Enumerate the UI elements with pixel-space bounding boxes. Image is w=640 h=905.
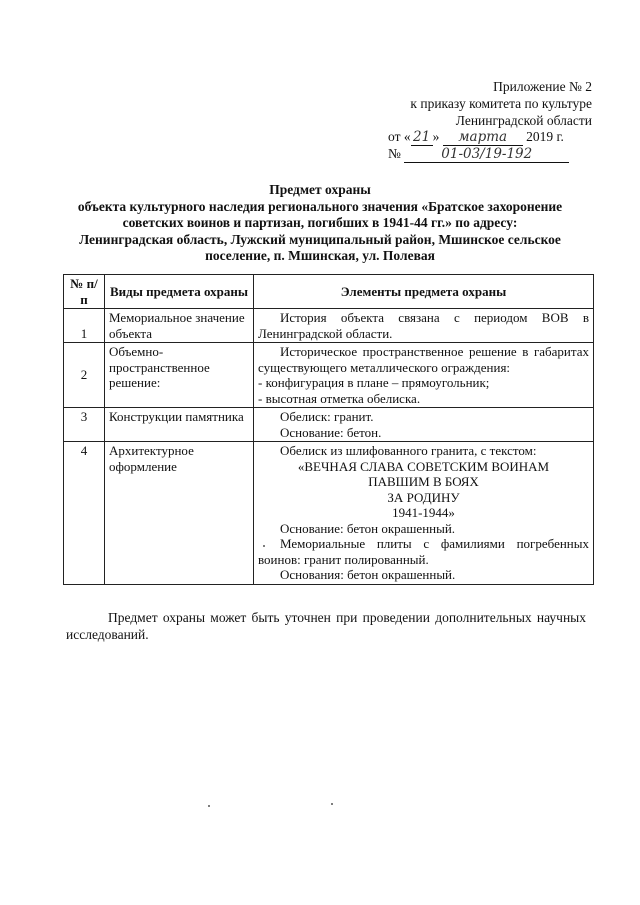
order-date — [388, 129, 564, 146]
header-num: № п/п — [64, 275, 105, 309]
table-row — [64, 309, 594, 343]
inscription-line: «ВЕЧНАЯ СЛАВА СОВЕТСКИМ ВОИНАМ — [297, 458, 550, 474]
table-row — [64, 408, 594, 442]
row-elements — [254, 408, 594, 442]
table-header-row — [64, 275, 594, 309]
appendix-number: Приложение № 2 — [493, 79, 592, 94]
header-elements: Элементы предмета охраны — [254, 275, 594, 309]
scan-speck — [208, 805, 210, 807]
title-line-1: Предмет охраны — [269, 182, 371, 197]
footer-note: Предмет охраны может быть уточнен при проведении дополнительных научных исследований. — [66, 610, 586, 642]
title-line-2: объекта культурного наследия регионального значения «Братское захоронение — [77, 198, 563, 214]
row-type: Объемно-пространственное решение: — [105, 343, 254, 408]
element-line: - конфигурация в плане – прямоугольник; — [258, 375, 490, 390]
element-line: Историческое пространственное решение в габаритах существующего металлического ограждения: — [258, 344, 589, 375]
title-line-3: советских воинов и партизан, погибших в 1941-44 гг.» по адресу: — [122, 215, 518, 230]
protection-table — [63, 274, 594, 585]
element-line: Обелиск из шлифованного гранита, с текстом: — [280, 443, 537, 458]
row-num: 2 — [64, 343, 105, 408]
element-line: История объекта связана с периодом ВОВ в Ленинградской области. — [258, 310, 589, 341]
element-line: - высотная отметка обелиска. — [258, 390, 421, 406]
title-line-5: поселение, п. Мшинская, ул. Полевая — [205, 248, 435, 263]
inscription-line: ЗА РОДИНУ — [387, 489, 460, 505]
date-year: 2019 г. — [526, 129, 564, 144]
appendix-header — [360, 78, 592, 129]
date-mid: » — [432, 129, 440, 144]
scan-speck — [263, 545, 265, 547]
row-type: Конструкции памятника — [105, 408, 254, 442]
region-name: Ленинградской области — [455, 113, 592, 128]
row-num: 1 — [64, 309, 105, 343]
document-title — [40, 182, 600, 265]
row-elements — [254, 442, 594, 585]
row-num: 4 — [64, 442, 105, 585]
table-row — [64, 442, 594, 585]
element-line: Основание: бетон. — [280, 424, 382, 440]
order-number — [388, 146, 569, 163]
element-line: Основание: бетон окрашенный. — [280, 520, 456, 536]
scan-speck — [331, 803, 333, 805]
table-row — [64, 343, 594, 408]
number-prefix: № — [388, 146, 401, 161]
element-line: Основания: бетон окрашенный. — [280, 567, 456, 582]
title-line-4: Ленинградская область, Лужский муниципальный район, Мшинское сельское — [79, 231, 561, 247]
row-elements — [254, 343, 594, 408]
element-line: Мемориальные плиты с фамилиями погребенных воинов: гранит полированный. — [258, 536, 589, 567]
order-reference: к приказу комитета по культуре — [410, 96, 592, 111]
date-month: марта — [443, 129, 523, 146]
date-prefix: от « — [388, 129, 411, 144]
inscription-line: 1941-1944» — [392, 505, 455, 520]
row-type: Мемориальное значение объекта — [105, 309, 254, 343]
row-elements — [254, 309, 594, 343]
inscription-line: ПАВШИМ В БОЯХ — [368, 474, 479, 489]
row-num: 3 — [64, 408, 105, 442]
number-value: 01-03/19-192 — [404, 146, 569, 163]
element-line: Обелиск: гранит. — [280, 409, 374, 424]
date-day: 21 — [411, 129, 433, 146]
header-type: Виды предмета охраны — [105, 275, 254, 309]
row-type: Архитектурное оформление — [105, 442, 254, 585]
